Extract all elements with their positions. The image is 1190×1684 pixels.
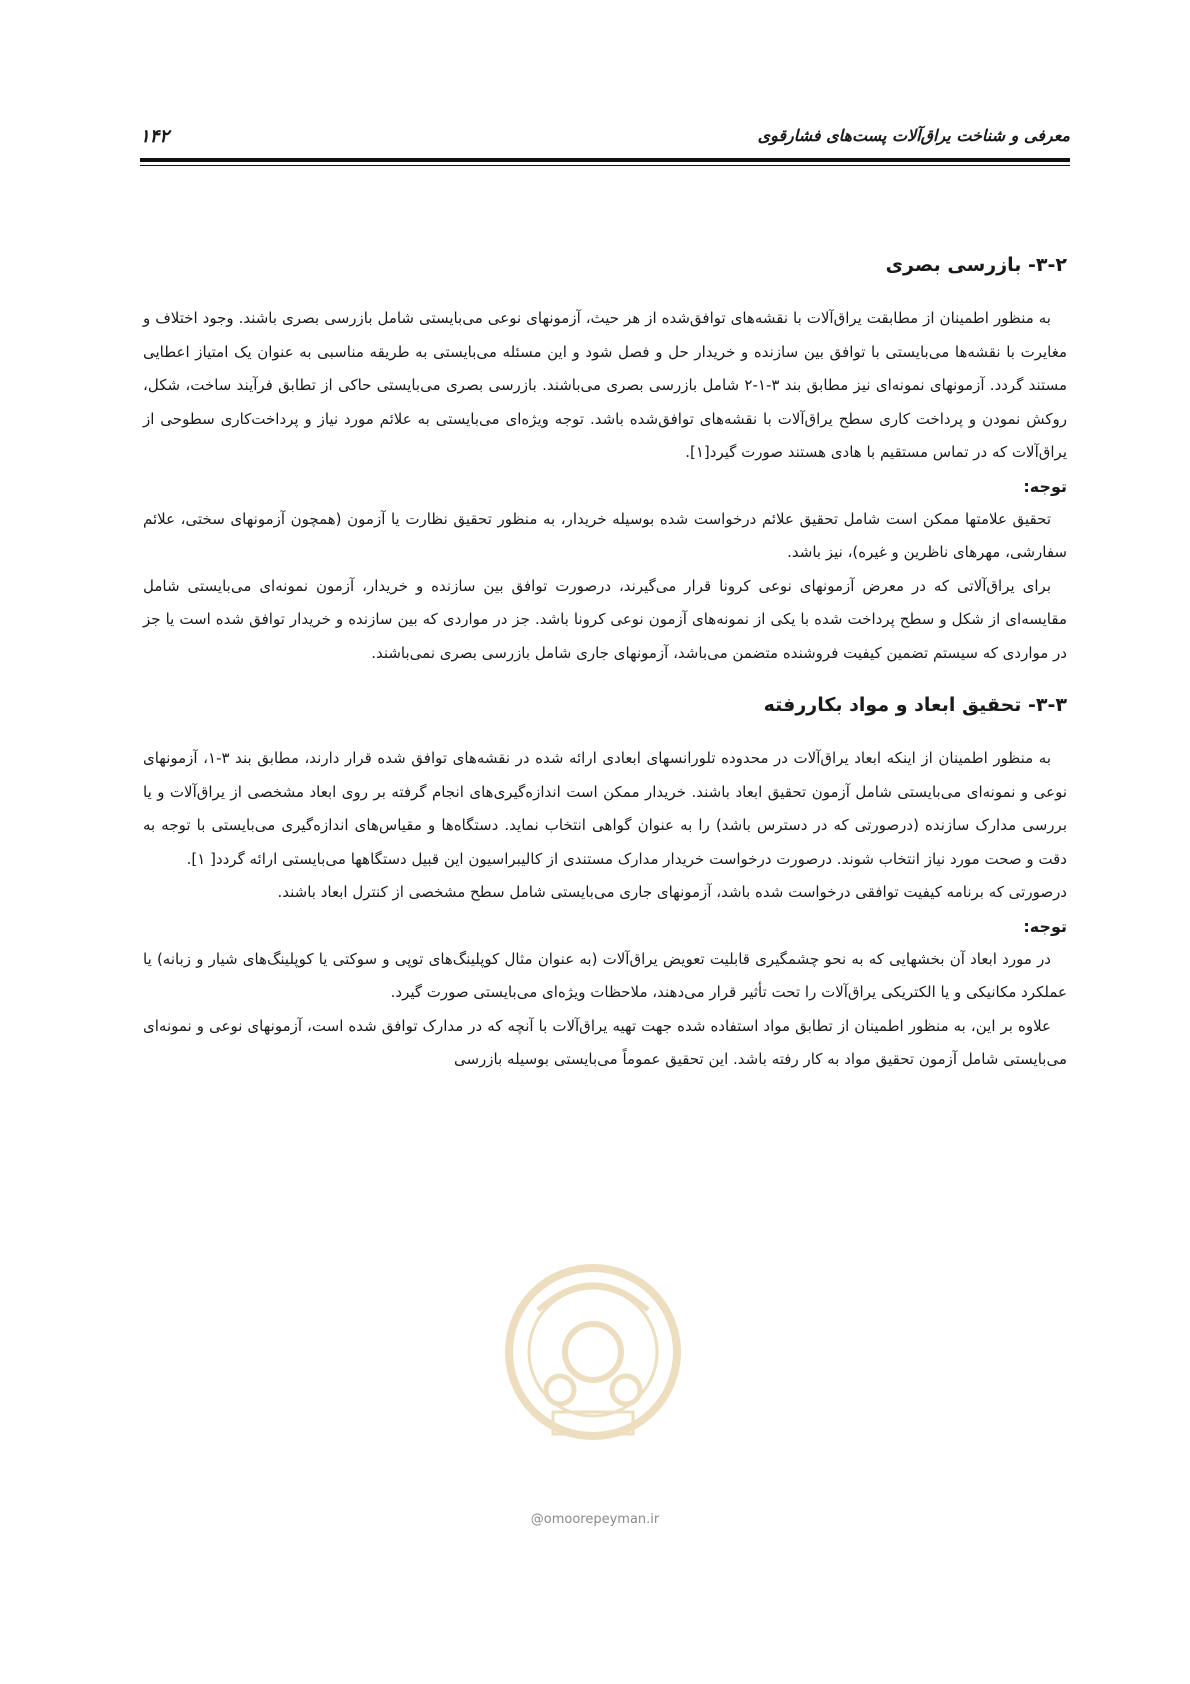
paragraph: درصورتی که برنامه کیفیت توافقی درخواست شده باشد، آزمونهای جاری می‌بایستی شامل سطح مشخصی از کنترل ابعاد باشند. (277, 883, 1067, 901)
page-number: ۱۴۲ (140, 126, 170, 147)
note-label: توجه: (1023, 916, 1067, 936)
header-rule-thin (140, 165, 1070, 166)
section-heading-dimensions-materials: ۳-۳- تحقیق ابعاد و مواد بکاررفته (763, 694, 1067, 716)
note-paragraph: برای یراق‌آلاتی که در معرض آزمونهای نوعی کرونا قرار می‌گیرند، درصورت توافق بین سازنده و خریدار، آزمون نمونه‌ای می‌بایستی شامل مقایسه‌ای از شکل و سطح پرداخت شده با یکی از نمونه‌های آزمون نوعی کرونا باشد. جز در مواردی که بین سازنده و خریدار توافق شده است یا جز در مواردی که سیستم تضمین کیفیت فروشنده متضمن می‌باشد، آزمونهای جاری شامل بازرسی بصری نمی‌باشند. (143, 576, 1067, 662)
note-paragraph: در مورد ابعاد آن بخشهایی که به نحو چشمگیری قابلیت تعویض یراق‌آلات (به عنوان مثال کوپلینگ‌های توپی و سوکتی یا کوپلینگ‌های شیار و زبانه) یا عملکرد مکانیکی و یا الکتریکی یراق‌آلات را تحت تأثیر قرار می‌دهند، ملاحظات ویژه‌ای می‌بایستی صورت گیرد. (143, 949, 1067, 1001)
watermark-site: @omoorepeyman.ir (530, 1512, 660, 1527)
watermark-logo (498, 1240, 688, 1470)
note-paragraph: تحقیق علامتها ممکن است شامل تحقیق علائم درخواست شده بوسیله خریدار، به منظور تحقیق نظارت یا آزمون (همچون آزمونهای سختی، علائم سفارشی، مهرهای ناظرین و غیره)، نیز باشد. (143, 509, 1067, 561)
section-heading-visual-inspection: ۳-۲- بازرسی بصری (885, 254, 1067, 276)
header-title: معرفی و شناخت یراق‌آلات پست‌های فشارقوی (757, 126, 1070, 145)
page-content (143, 250, 1067, 1077)
paragraph: به منظور اطمینان از اینکه ابعاد یراق‌آلات در محدوده تلورانسهای ابعادی ارائه شده در نقشه‌های توافق شده قرار دارند، مطابق بند ۳-۱، آزمونهای نوعی و نمونه‌ای می‌بایستی شامل آزمون تحقیق ابعاد باشند. خریدار ممکن است اندازه‌گیری‌های انجام گرفته بر روی ابعاد مشخصی از یراق‌آلات و یا بررسی مدارک سازنده (درصورتی که در دسترس باشد) را به عنوان گواهی انتخاب نماید. دستگاه‌ها و مقیاس‌های اندازه‌گیری می‌بایستی با توجه به دقت و صحت مورد نیاز انتخاب شوند. درصورت درخواست خریدار مدارک مستندی از کالیبراسیون این قبیل دستگاهها می‌بایستی ارائه گردد[ ۱]. (143, 749, 1067, 868)
page-header (140, 126, 1070, 150)
header-rule-thick (140, 158, 1070, 162)
note-paragraph: علاوه بر این، به منظور اطمینان از تطابق مواد استفاده شده جهت تهیه یراق‌آلات با آنچه که در مدارک توافق شده است، آزمونهای نوعی و نمونه‌ای می‌بایستی شامل آزمون تحقیق مواد به کار رفته باشد. این تحقیق عموماً می‌بایستی بوسیله بازرسی (143, 1016, 1067, 1068)
paragraph: به منظور اطمینان از مطابقت یراق‌آلات با نقشه‌های توافق‌شده از هر حیث، آزمونهای نوعی می‌بایستی شامل بازرسی بصری باشند. وجود اختلاف و مغایرت با نقشه‌ها می‌بایستی با توافق بین سازنده و خریدار حل و فصل شود و این مسئله می‌بایستی به طریقه مناسبی به عنوان یک امتیاز اعطایی مستند گردد. آزمونهای نمونه‌ای نیز مطابق بند ۳-۱-۲ شامل بازرسی بصری می‌باشند. بازرسی بصری می‌بایستی حاکی از تطابق فرآیند ساخت، شکل، روکش نمودن و پرداخت کاری سطح یراق‌آلات با نقشه‌های توافق‌شده باشد. توجه ویژه‌ای می‌بایستی به علائم مورد نیاز و پرداخت‌کاری سطوحی از یراق‌آلات که در تماس مستقیم با هادی هستند صورت گیرد[۱]. (143, 309, 1068, 461)
note-label: توجه: (1023, 476, 1067, 496)
